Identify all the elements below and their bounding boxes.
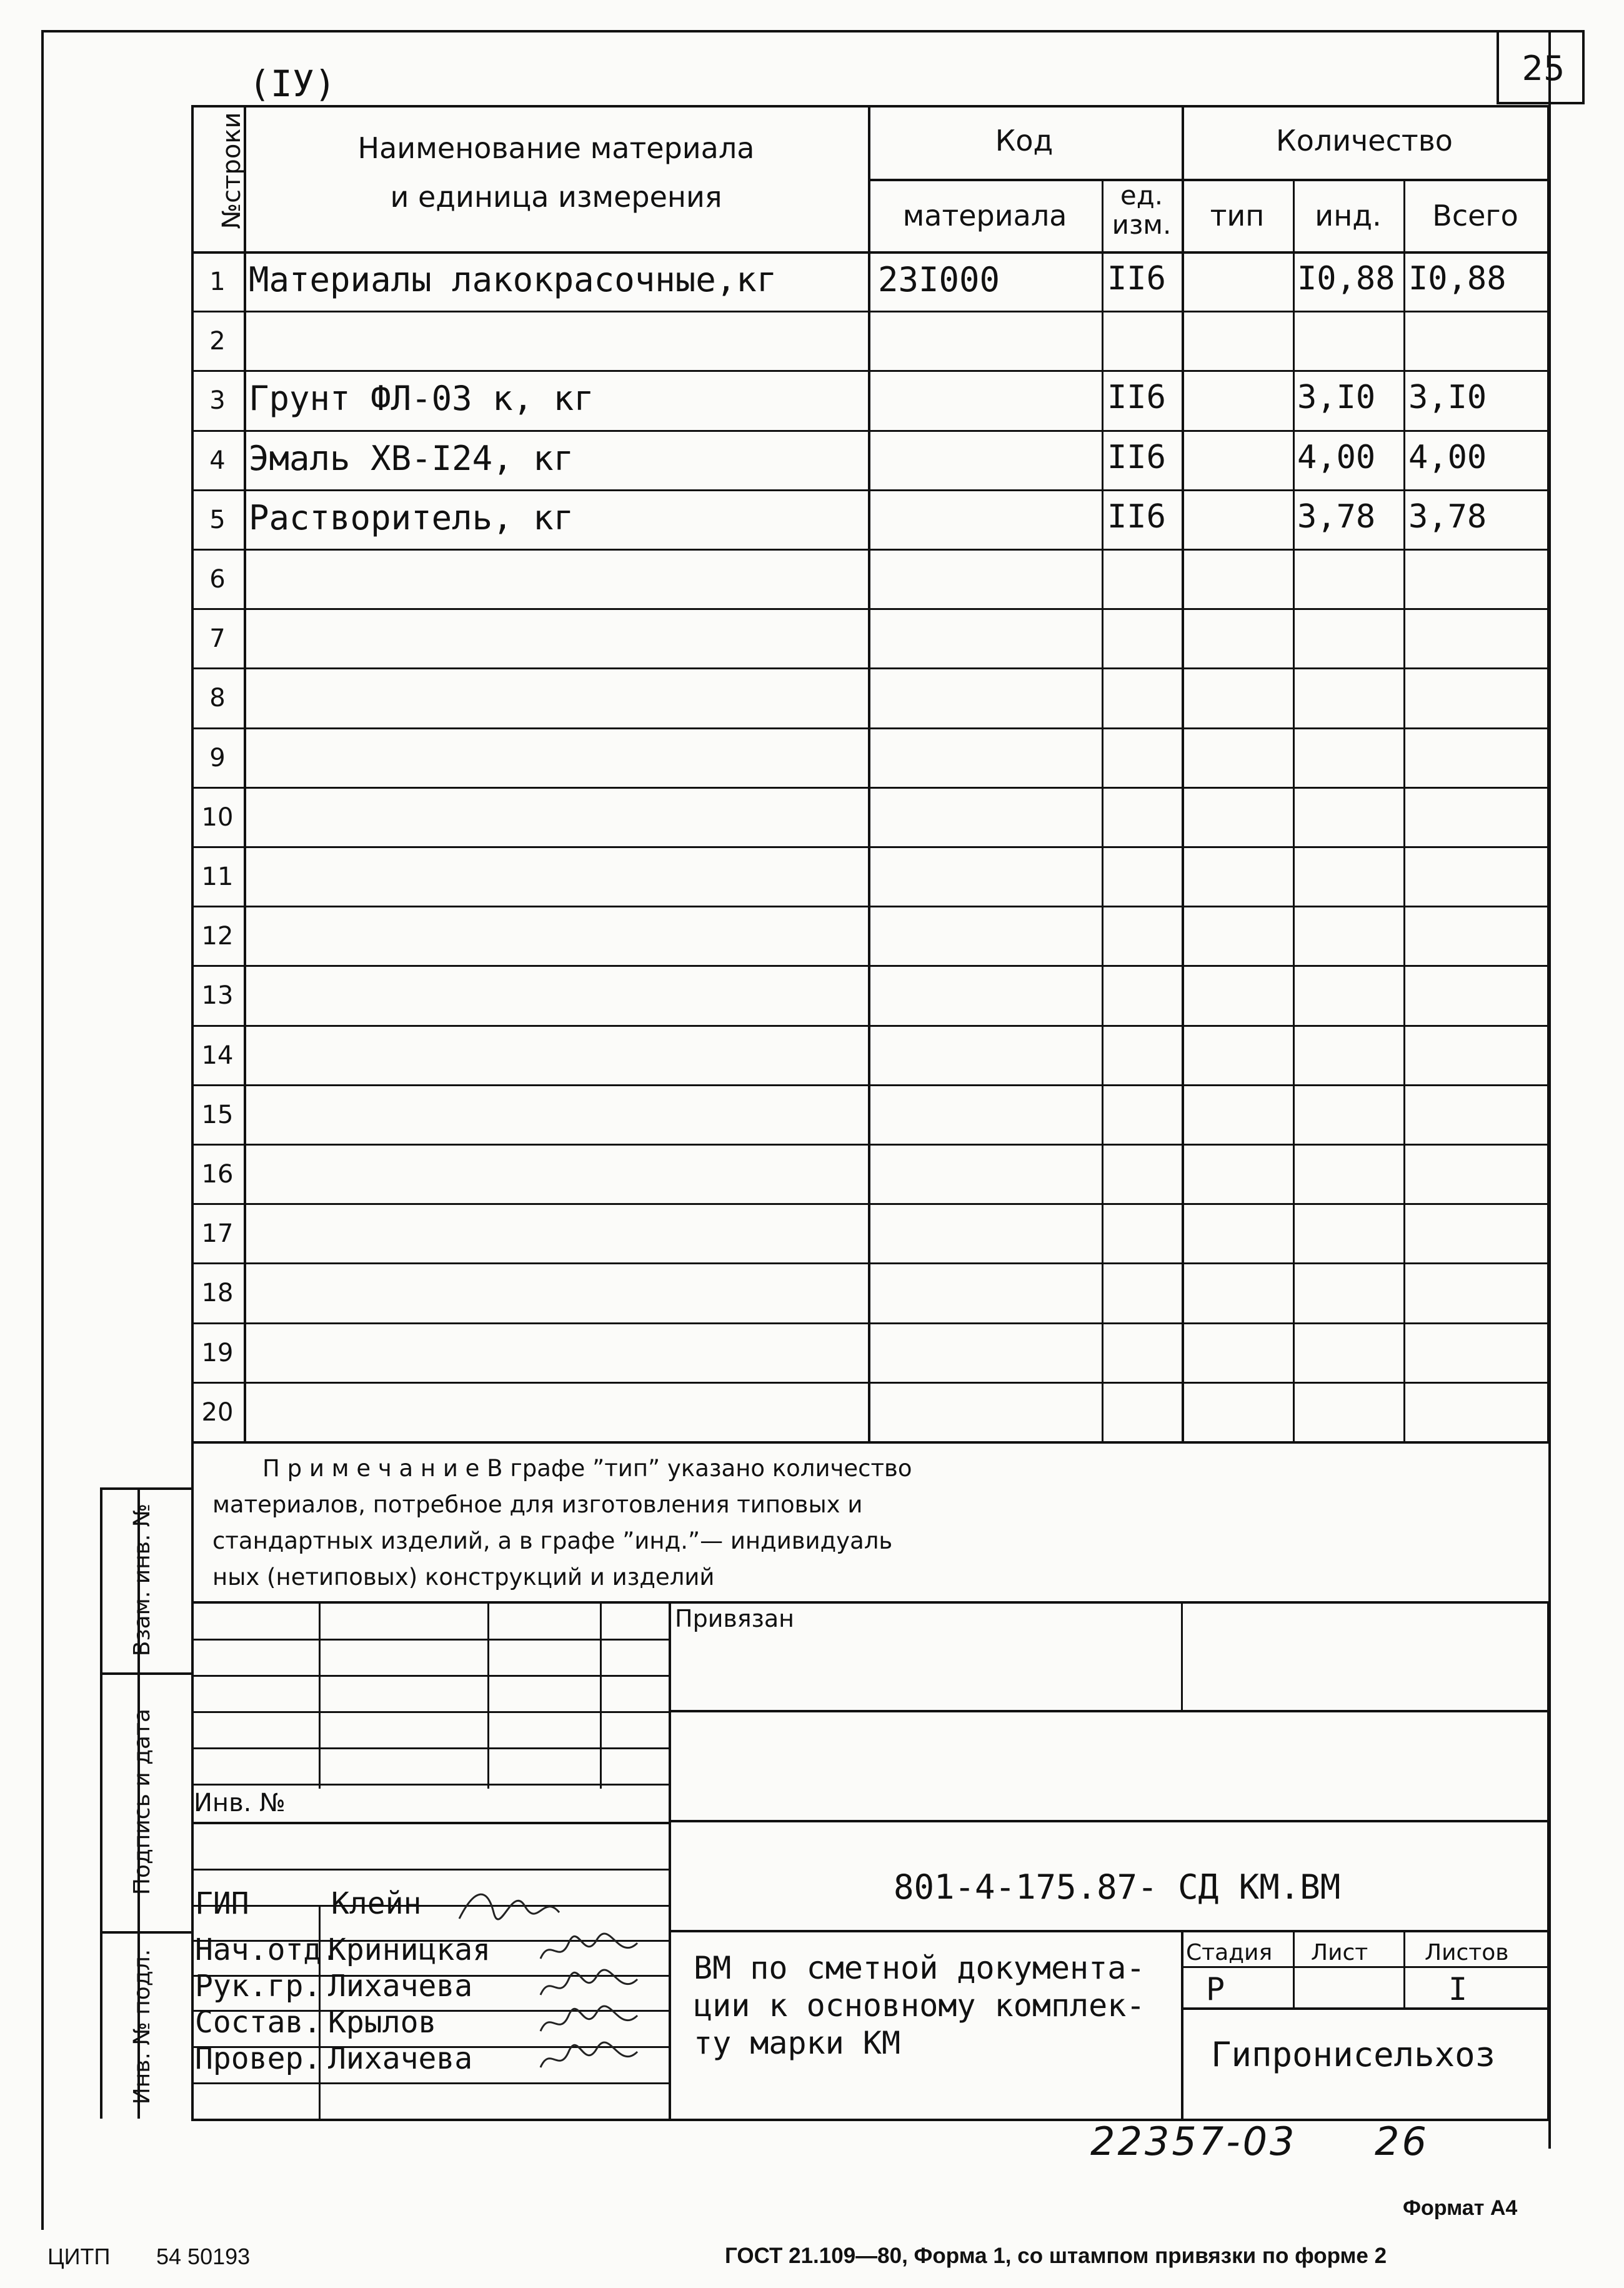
stamp-rule (191, 1639, 669, 1641)
signer-role: Провер. (195, 2041, 322, 2076)
stamp-rule (487, 1601, 489, 1789)
stamp-rule (1547, 1601, 1550, 2119)
stamp-title-1: ВМ по сметной документа- (694, 1950, 1145, 1986)
signer-name: Лихачева (328, 2041, 473, 2076)
signature-scribble (537, 2036, 644, 2080)
row-ind: 3,I0 (1297, 379, 1376, 417)
header-code: Код (995, 124, 1054, 157)
stamp-rule (191, 2119, 1550, 2121)
row-total: I0,88 (1408, 260, 1507, 297)
stamp-stage-label: Стадия (1186, 1940, 1273, 1966)
row-number: 2 (209, 327, 226, 356)
page-number-box-left (1497, 30, 1499, 104)
signer-role: Состав. (195, 2005, 322, 2040)
side-strip-left (100, 1487, 102, 2119)
page-number-box-bottom (1497, 102, 1585, 104)
row-number: 16 (201, 1160, 234, 1189)
stamp-title-3: ту марки КМ (694, 2025, 901, 2061)
row-unit: II6 (1107, 379, 1166, 417)
row-number: 19 (201, 1338, 234, 1367)
stamp-rule (191, 1747, 669, 1749)
handwritten-page-number: 26 (1375, 2119, 1429, 2164)
header-name-line1: Наименование материала (357, 131, 755, 165)
table-rule (191, 105, 1550, 107)
row-number: 8 (209, 684, 226, 713)
row-name: Грунт ФЛ-03 к, кг (249, 379, 594, 419)
row-number: 4 (209, 446, 226, 475)
signature-scribble (456, 1881, 562, 1925)
signer-role: Рук.гр. (195, 1969, 322, 2004)
header-qty-type: тип (1210, 199, 1265, 232)
outer-border-top (41, 30, 1585, 32)
row-number: 11 (201, 862, 234, 891)
note-line-4: ных (нетиповых) конструкций и изделий (212, 1564, 715, 1591)
note-line-3: стандартных изделий, а в графе ”инд.”— индивидуаль (212, 1527, 893, 1554)
footer-left-code: 54 50193 (156, 2244, 251, 2269)
table-rule (1182, 105, 1184, 1441)
row-number: 6 (209, 565, 226, 594)
header-name-line2: и единица измерения (390, 180, 722, 214)
side-label-inv-podl: Инв. № подл. (129, 1949, 155, 2105)
stamp-rule (191, 1869, 669, 1871)
stamp-rule (1403, 1930, 1405, 2007)
row-name: Растворитель, кг (249, 497, 574, 537)
outer-border-left (41, 30, 44, 2230)
stamp-stage-value: Р (1206, 1971, 1225, 2007)
stamp-inv-no: Инв. № (194, 1789, 286, 1817)
row-name: Материалы лакокрасочные,кг (249, 260, 777, 299)
stamp-rule (1293, 1930, 1295, 2007)
side-label-vzam: Взам. инв. № (129, 1503, 155, 1657)
row-ind: 4,00 (1297, 438, 1376, 476)
row-number: 14 (201, 1041, 234, 1070)
row-total: 3,78 (1408, 497, 1487, 536)
side-strip-div-1 (100, 1672, 191, 1675)
stamp-sheets-label: Листов (1425, 1940, 1509, 1966)
row-total: 4,00 (1408, 438, 1487, 476)
table-rule (868, 105, 870, 1441)
stamp-rule (1181, 1930, 1183, 2119)
table-rule (1547, 105, 1550, 1444)
row-number: 3 (209, 386, 226, 416)
row-unit: II6 (1107, 438, 1166, 476)
signer-name: Лихачева (328, 1969, 473, 2004)
table-rule (1293, 179, 1295, 1441)
row-number: 18 (201, 1279, 234, 1308)
stamp-sheet-label: Лист (1311, 1940, 1368, 1966)
stamp-rule (669, 1710, 1547, 1712)
signer-role: ГИП (195, 1886, 249, 1921)
stamp-rule (1181, 1966, 1547, 1968)
signer-name: Крылов (328, 2005, 437, 2040)
row-number: 13 (201, 981, 234, 1011)
page-number: 25 (1522, 49, 1565, 88)
row-number: 1 (209, 267, 226, 296)
header-code-unit-1: ед. (1120, 180, 1163, 211)
handwritten-archive-code: 22357-03 (1090, 2119, 1297, 2164)
table-rule (1102, 179, 1103, 1441)
table-rule (191, 1441, 1550, 1444)
stamp-title-2: ции к основному комплек- (694, 1987, 1145, 2024)
header-quantity: Количество (1276, 124, 1453, 157)
row-number: 10 (201, 802, 234, 832)
note-line-2: материалов, потребное для изготовления типовых и (212, 1491, 863, 1518)
page-number-box-right (1582, 30, 1585, 104)
stamp-rule (191, 1905, 669, 1907)
stamp-sheets-value: I (1448, 1971, 1468, 2007)
stamp-rule (191, 1822, 669, 1824)
stamp-rule (1181, 1601, 1183, 1710)
row-ind: 3,78 (1297, 497, 1376, 536)
stamp-rule (319, 1601, 321, 1789)
footer-left-org: ЦИТП (47, 2244, 111, 2269)
side-strip-top (100, 1487, 191, 1490)
table-rule (244, 105, 246, 1441)
stamp-rule (191, 1711, 669, 1713)
table-rule (868, 179, 1547, 181)
row-number: 5 (209, 505, 226, 534)
row-unit: II6 (1107, 497, 1166, 536)
row-ind: I0,88 (1297, 260, 1395, 297)
signer-role: Нач.отд. (195, 1932, 340, 1967)
table-rule (191, 1601, 1550, 1604)
row-unit: II6 (1107, 260, 1166, 297)
format-label: Формат А4 (1403, 2196, 1518, 2220)
table-rule (191, 251, 1550, 254)
header-qty-total: Всего (1432, 199, 1518, 232)
section-marker: (IУ) (249, 62, 336, 105)
signer-name: Криницкая (328, 1932, 491, 1967)
stamp-rule (191, 1784, 669, 1786)
stamp-rule (669, 1930, 1547, 1932)
row-name: Эмаль ХВ-I24, кг (249, 438, 574, 478)
row-code: 23I000 (878, 260, 1000, 299)
row-number: 7 (209, 624, 226, 654)
stamp-rule (600, 1601, 602, 1789)
header-row-number: №строки (217, 112, 246, 229)
row-number: 20 (201, 1397, 234, 1427)
table-rule (191, 1441, 194, 1601)
signer-name: Клейн (331, 1886, 422, 1921)
footer-gost: ГОСТ 21.109—80, Форма 1, со штампом привязки по форме 2 (725, 2244, 1387, 2268)
header-qty-ind: инд. (1315, 199, 1382, 232)
table-rule (1403, 179, 1405, 1441)
row-number: 12 (201, 922, 234, 951)
row-number: 15 (201, 1100, 234, 1129)
stamp-rule (191, 1601, 194, 2119)
stamp-rule (1181, 2007, 1547, 2010)
side-label-podpis: Подпись и дата (129, 1708, 155, 1896)
row-total: 3,I0 (1408, 379, 1487, 417)
note-line-1: П р и м е ч а н и е В графе ”тип” указано количество (262, 1455, 912, 1482)
stamp-designation: 801-4-175.87- СД КМ.ВМ (894, 1867, 1341, 1907)
stamp-rule (669, 1601, 671, 2119)
stamp-privyazan: Привязан (675, 1605, 794, 1632)
header-code-unit-2: изм. (1112, 209, 1172, 240)
stamp-rule (191, 1675, 669, 1677)
stamp-rule (191, 2082, 669, 2084)
stamp-rule (669, 1820, 1547, 1822)
row-number: 17 (201, 1219, 234, 1249)
row-number: 9 (209, 743, 226, 772)
stamp-organization: Гипронисельхоз (1211, 2035, 1496, 2074)
header-code-material: материала (902, 199, 1067, 232)
